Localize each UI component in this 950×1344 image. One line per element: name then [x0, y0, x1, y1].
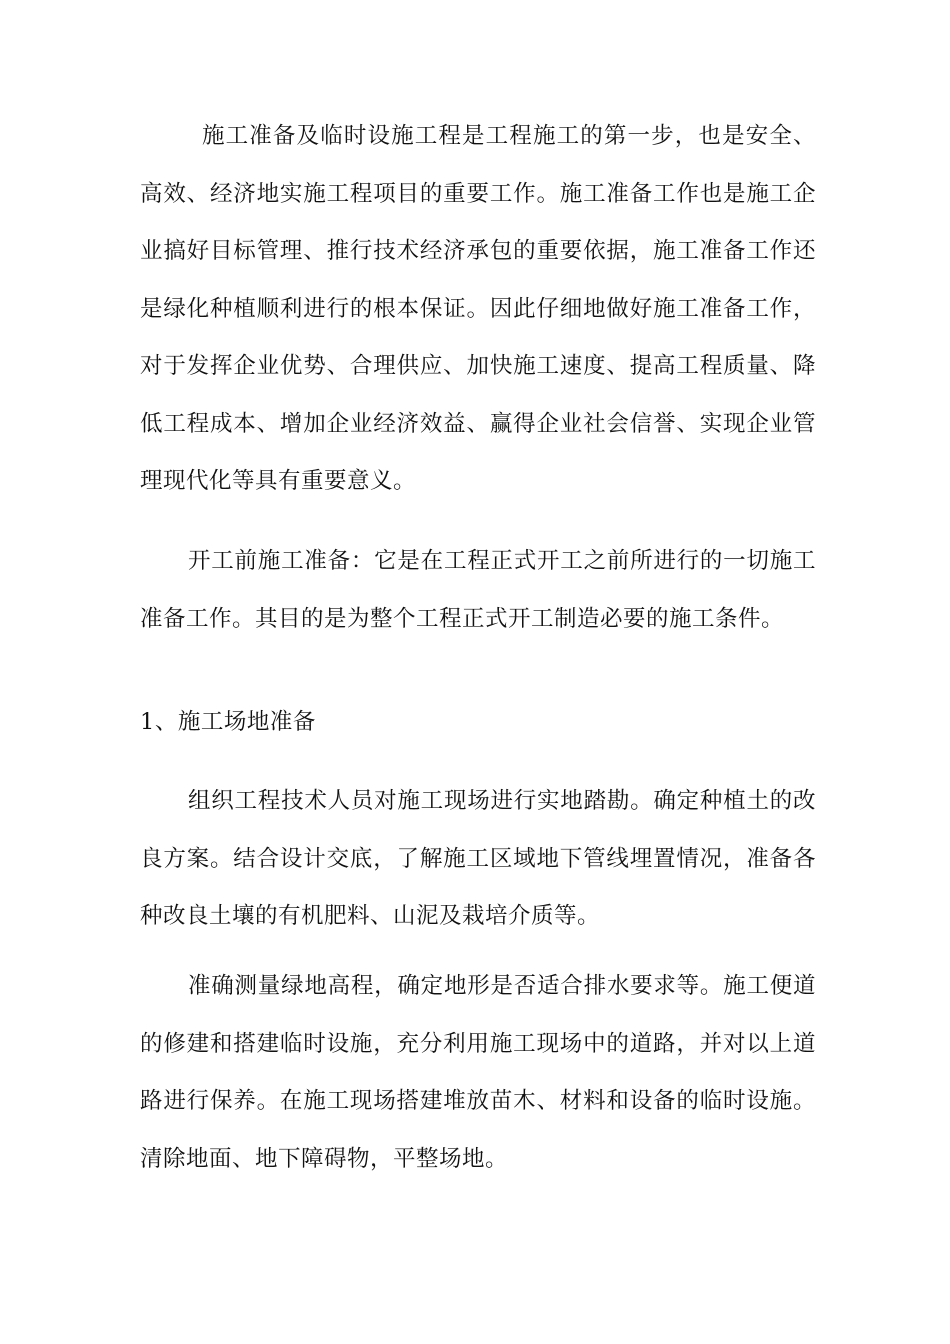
- site-survey-paragraph: 组织工程技术人员对施工现场进行实地踏勘。确定种植土的改良方案。结合设计交底，了解施工区域地下管线埋置情况，准备各种改良土壤的有机肥料、山泥及栽培介质等。: [140, 788, 816, 929]
- intro-paragraph: 施工准备及临时设施工程是工程施工的第一步，也是安全、高效、经济地实施工程项目的重要工作。施工准备工作也是施工企业搞好目标管理、推行技术经济承包的重要依据，施工准备工作还是绿化种植顺利进行的根本保证。因此仔细地做好施工准备工作，对于发挥企业优势、合理供应、加快施工速度、提高工程质量、降低工程成本、增加企业经济效益、赢得企业社会信誉、实现企业管理现代化等具有重要意义。: [140, 123, 816, 494]
- site-preparation-paragraph: 准确测量绿地高程，确定地形是否适合排水要求等。施工便道的修建和搭建临时设施，充分利用施工现场中的道路，并对以上道路进行保养。在施工现场搭建堆放苗木、材料和设备的临时设施。清除地面、地下障碍物，平整场地。: [140, 973, 816, 1172]
- section-heading: 1、施工场地准备: [140, 709, 316, 735]
- pre-construction-paragraph: 开工前施工准备：它是在工程正式开工之前所进行的一切施工准备工作。其目的是为整个工程正式开工制造必要的施工条件。: [140, 548, 816, 632]
